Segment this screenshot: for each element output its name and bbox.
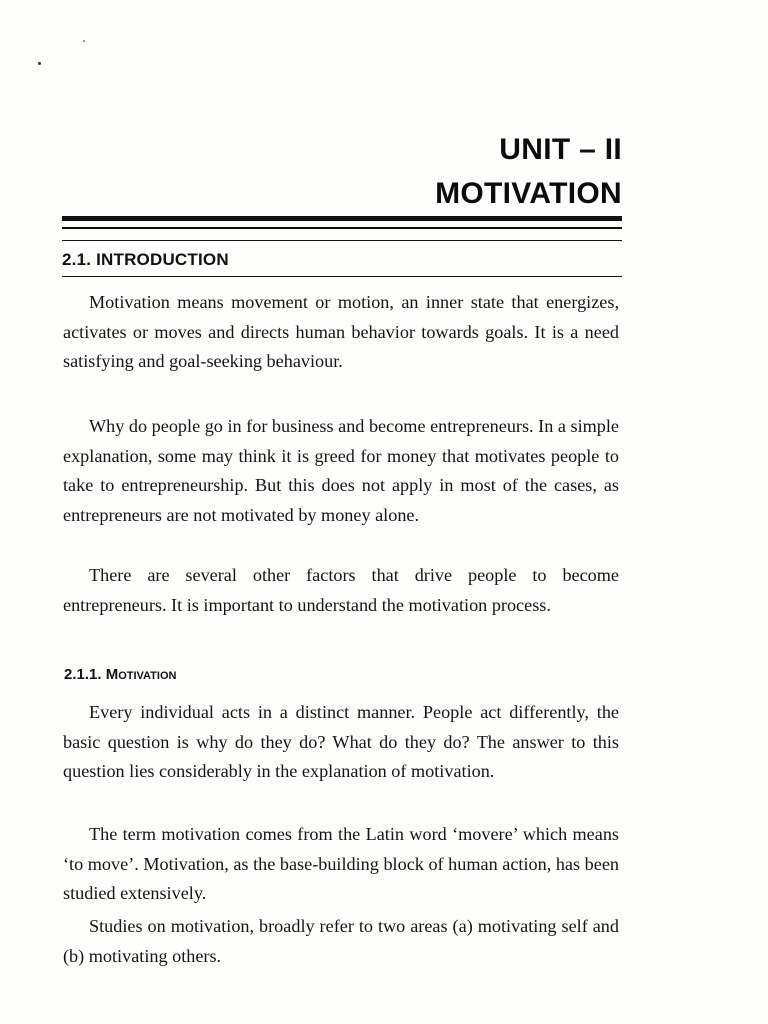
subsection-number: 2.1.1. bbox=[64, 666, 102, 683]
scan-speck bbox=[38, 62, 41, 65]
intro-paragraph: Why do people go in for business and become entrepreneurs. In a simple explanation, some may think it is greed for money that motivates people to take to entrepreneurship. But this does not apply in most of the cases, as entrepreneurs are not motivated by money alone. bbox=[63, 416, 619, 525]
intro-paragraph: There are several other factors that drive people to become entrepreneurs. It is important to understand the motivation process. bbox=[63, 565, 619, 615]
scan-speck bbox=[83, 40, 85, 42]
section-rule-top bbox=[62, 240, 622, 241]
unit-title: MOTIVATION bbox=[435, 177, 622, 210]
heading-rule-thin bbox=[62, 227, 622, 229]
section-title: INTRODUCTION bbox=[96, 250, 229, 269]
section-heading bbox=[62, 250, 229, 270]
unit-heading bbox=[435, 128, 622, 216]
heading-rule-thick bbox=[62, 216, 622, 221]
section-number: 2.1. bbox=[62, 250, 92, 269]
subsection-heading bbox=[64, 666, 176, 683]
section-rule-bottom bbox=[62, 276, 622, 277]
subsection-title: Motivation bbox=[105, 666, 177, 683]
motivation-paragraph: Every individual acts in a distinct manner. People act differently, the basic question is why do they do? What do they do? The answer to this question lies considerably in the explanation of motivation. bbox=[63, 702, 619, 782]
motivation-paragraph: Studies on motivation, broadly refer to two areas (a) motivating self and (b) motivating others. bbox=[63, 916, 619, 966]
motivation-paragraph: The term motivation comes from the Latin word ‘movere’ which means ‘to move’. Motivation, as the base-building block of human action, has been studied extensively. bbox=[63, 824, 619, 904]
intro-paragraph: Motivation means movement or motion, an inner state that energizes, activates or moves and directs human behavior towards goals. It is a need satisfying and goal-seeking behaviour. bbox=[63, 292, 619, 372]
unit-label: UNIT – II bbox=[499, 133, 622, 166]
